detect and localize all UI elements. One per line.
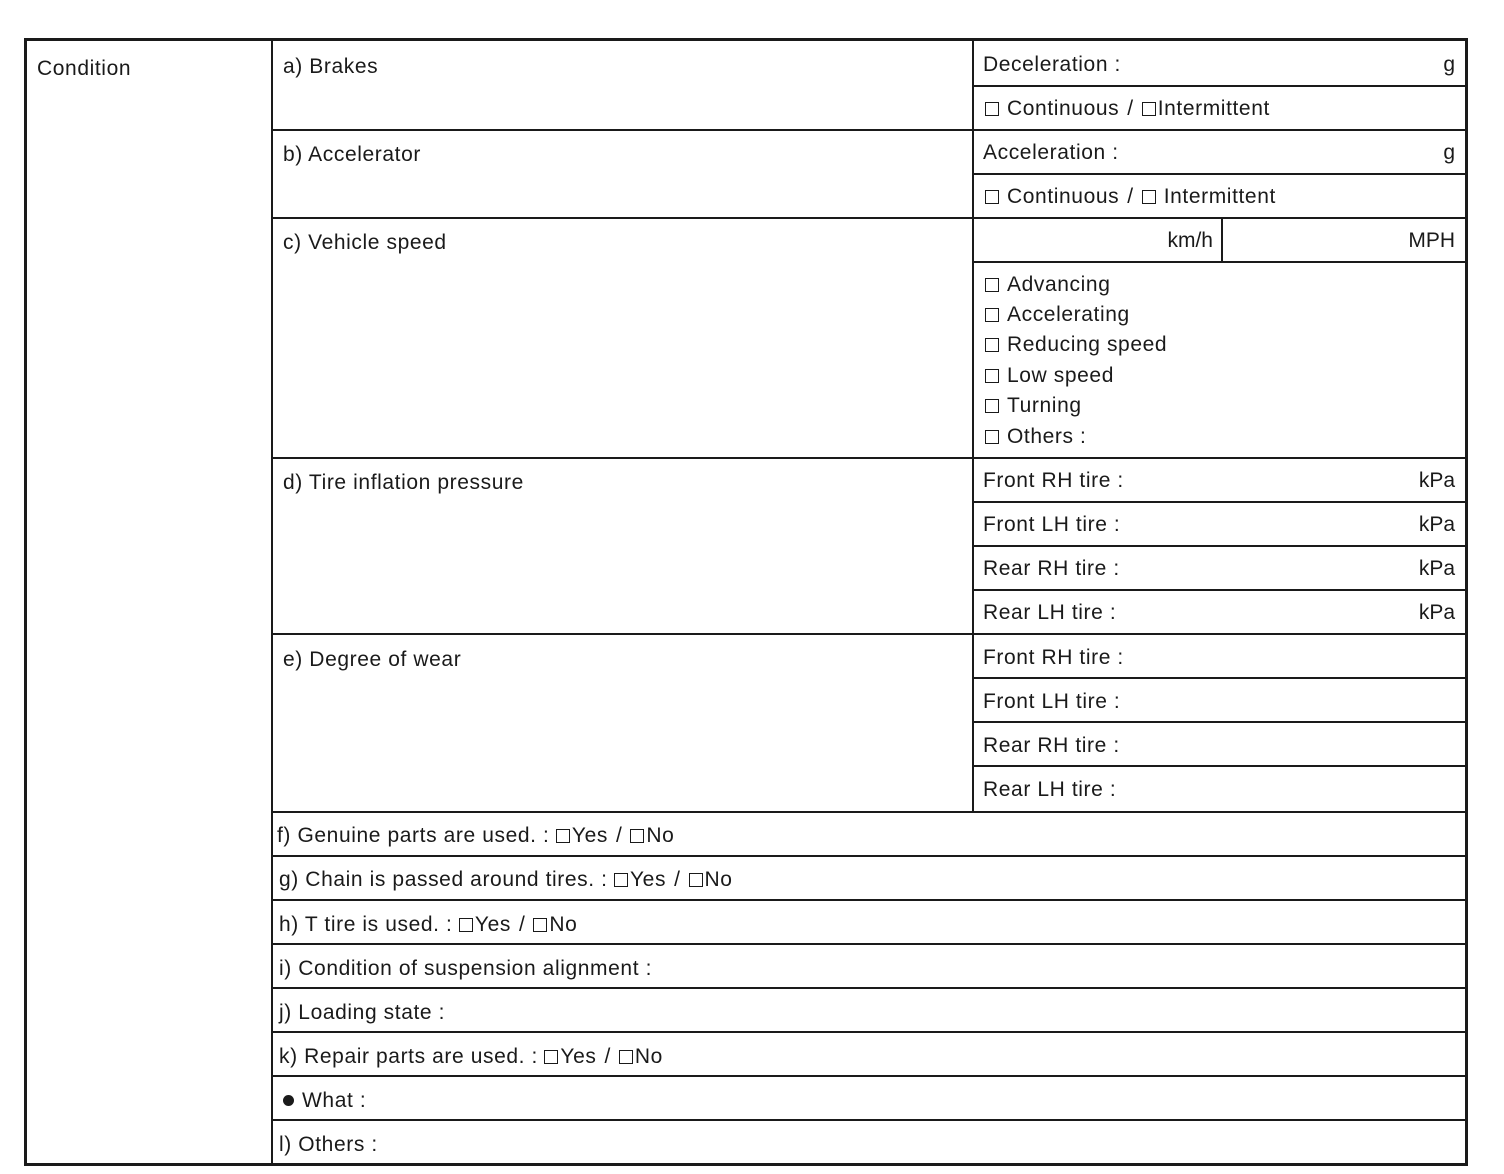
divider bbox=[973, 501, 1465, 503]
speed-option-others bbox=[985, 425, 1087, 449]
continuous-checkbox[interactable] bbox=[985, 102, 999, 116]
others-label: l) Others : bbox=[279, 1133, 378, 1156]
vehicle-speed-label: c) Vehicle speed bbox=[283, 231, 447, 254]
wear-rear-lh: Rear LH tire : bbox=[983, 778, 1117, 801]
loading-label: j) Loading state : bbox=[279, 1001, 446, 1024]
divider bbox=[273, 129, 1465, 131]
divider bbox=[273, 943, 1465, 945]
option-label: Advancing bbox=[1007, 273, 1111, 296]
wear-front-rh: Front RH tire : bbox=[983, 646, 1124, 669]
slash: / bbox=[604, 1045, 611, 1068]
slash: / bbox=[518, 913, 526, 936]
turning-checkbox[interactable] bbox=[985, 399, 999, 413]
speed-option-advancing bbox=[985, 273, 1110, 297]
divider-value-column bbox=[972, 41, 974, 811]
divider bbox=[273, 633, 1465, 635]
intermittent-checkbox[interactable] bbox=[1142, 102, 1156, 116]
acceleration-unit: g bbox=[1443, 141, 1455, 164]
option-label: Accelerating bbox=[1007, 303, 1130, 326]
genuine-yes-checkbox[interactable] bbox=[556, 829, 570, 843]
divider bbox=[273, 899, 1465, 901]
genuine-no-checkbox[interactable] bbox=[630, 829, 644, 843]
pressure-front-rh: Front RH tire : bbox=[983, 469, 1124, 492]
condition-form bbox=[24, 38, 1468, 1166]
slash: / bbox=[1127, 97, 1134, 120]
speed-unit-mph: MPH bbox=[1408, 229, 1455, 252]
intermittent-checkbox[interactable] bbox=[1142, 190, 1156, 204]
bullet-icon bbox=[283, 1095, 294, 1106]
repair-no-checkbox[interactable] bbox=[619, 1050, 633, 1064]
divider bbox=[273, 1031, 1465, 1033]
t-tire-no-checkbox[interactable] bbox=[533, 918, 547, 932]
yes-label: Yes bbox=[571, 824, 608, 847]
brakes-label: a) Brakes bbox=[283, 55, 379, 78]
speed-unit-kmh: km/h bbox=[1167, 229, 1213, 252]
repair-parts-row bbox=[279, 1045, 663, 1069]
divider bbox=[973, 721, 1465, 723]
divider-speed-units bbox=[1221, 219, 1223, 263]
accelerator-label: b) Accelerator bbox=[283, 143, 421, 166]
divider bbox=[973, 545, 1465, 547]
chain-no-checkbox[interactable] bbox=[689, 873, 703, 887]
divider bbox=[273, 457, 1465, 459]
wear-label: e) Degree of wear bbox=[283, 648, 462, 671]
genuine-parts-label: f) Genuine parts are used. : bbox=[277, 824, 550, 847]
option-label: Reducing speed bbox=[1007, 333, 1168, 356]
no-label: No bbox=[634, 1045, 663, 1068]
option-label: Turning bbox=[1007, 394, 1082, 417]
repair-yes-checkbox[interactable] bbox=[544, 1050, 558, 1064]
advancing-checkbox[interactable] bbox=[985, 278, 999, 292]
deceleration-label: Deceleration : bbox=[983, 53, 1121, 76]
repair-parts-label: k) Repair parts are used. : bbox=[279, 1045, 538, 1068]
t-tire-yes-checkbox[interactable] bbox=[459, 918, 473, 932]
divider bbox=[273, 987, 1465, 989]
divider bbox=[273, 217, 1465, 219]
speed-option-low bbox=[985, 364, 1114, 388]
divider bbox=[273, 1119, 1465, 1121]
accelerator-continuity bbox=[985, 185, 1276, 209]
speed-option-accelerating bbox=[985, 303, 1130, 327]
others-checkbox[interactable] bbox=[985, 430, 999, 444]
no-label: No bbox=[646, 824, 675, 847]
continuous-label: Continuous bbox=[1007, 185, 1120, 208]
t-tire-row bbox=[279, 913, 577, 937]
t-tire-label: h) T tire is used. : bbox=[279, 913, 453, 936]
divider bbox=[973, 85, 1465, 87]
chain-row bbox=[279, 868, 733, 892]
chain-yes-checkbox[interactable] bbox=[614, 873, 628, 887]
low-speed-checkbox[interactable] bbox=[985, 369, 999, 383]
accelerating-checkbox[interactable] bbox=[985, 308, 999, 322]
acceleration-label: Acceleration : bbox=[983, 141, 1119, 164]
tire-pressure-label: d) Tire inflation pressure bbox=[283, 471, 524, 494]
pressure-front-lh: Front LH tire : bbox=[983, 513, 1121, 536]
divider bbox=[273, 1075, 1465, 1077]
yes-label: Yes bbox=[474, 913, 511, 936]
pressure-unit: kPa bbox=[1418, 557, 1455, 580]
divider bbox=[973, 261, 1465, 263]
slash: / bbox=[674, 868, 681, 891]
suspension-label: i) Condition of suspension alignment : bbox=[279, 957, 653, 980]
wear-rear-rh: Rear RH tire : bbox=[983, 734, 1120, 757]
chain-label: g) Chain is passed around tires. : bbox=[279, 868, 608, 891]
condition-label: Condition bbox=[37, 57, 132, 80]
yes-label: Yes bbox=[630, 868, 667, 891]
continuous-checkbox[interactable] bbox=[985, 190, 999, 204]
intermittent-label: Intermittent bbox=[1163, 185, 1276, 208]
no-label: No bbox=[549, 913, 578, 936]
what-row bbox=[283, 1089, 366, 1113]
deceleration-unit: g bbox=[1443, 53, 1455, 76]
speed-option-reducing bbox=[985, 333, 1167, 357]
divider-condition-column bbox=[271, 41, 273, 1163]
pressure-unit: kPa bbox=[1418, 469, 1455, 492]
option-label: Others : bbox=[1007, 425, 1087, 448]
pressure-unit: kPa bbox=[1418, 601, 1455, 624]
continuous-label: Continuous bbox=[1007, 97, 1120, 120]
divider bbox=[973, 677, 1465, 679]
pressure-unit: kPa bbox=[1418, 513, 1455, 536]
pressure-rear-lh: Rear LH tire : bbox=[983, 601, 1117, 624]
what-label: What : bbox=[302, 1089, 367, 1112]
wear-front-lh: Front LH tire : bbox=[983, 690, 1121, 713]
divider bbox=[273, 855, 1465, 857]
option-label: Low speed bbox=[1007, 364, 1114, 387]
slash: / bbox=[1127, 185, 1134, 208]
pressure-rear-rh: Rear RH tire : bbox=[983, 557, 1120, 580]
no-label: No bbox=[704, 868, 733, 891]
brakes-continuity bbox=[985, 97, 1270, 121]
reducing-speed-checkbox[interactable] bbox=[985, 338, 999, 352]
speed-option-turning bbox=[985, 394, 1082, 418]
divider bbox=[273, 811, 1465, 813]
divider bbox=[973, 589, 1465, 591]
divider bbox=[973, 765, 1465, 767]
genuine-parts-row bbox=[277, 824, 674, 848]
yes-label: Yes bbox=[560, 1045, 597, 1068]
intermittent-label: Intermittent bbox=[1157, 97, 1270, 120]
divider bbox=[973, 173, 1465, 175]
slash: / bbox=[615, 824, 623, 847]
